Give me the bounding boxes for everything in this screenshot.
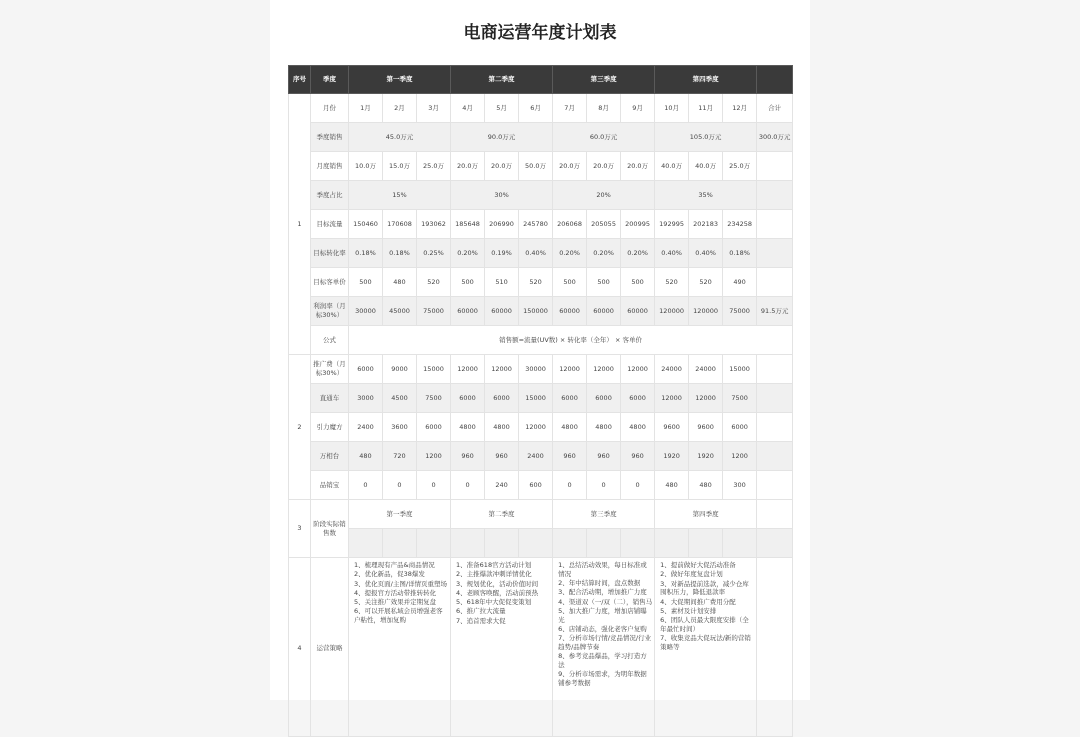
quarter-sales-cell: 105.0万元 (655, 123, 757, 152)
pinxiaobao-cell: 300 (723, 471, 757, 500)
wanxiangtai-label: 万相台 (311, 442, 349, 471)
direct-cell: 6000 (621, 384, 655, 413)
strategy-item: 6、店铺动态，强化老客户复购 (558, 624, 647, 633)
diamond-cell: 4800 (553, 413, 587, 442)
profit-label: 利润率（月标30%） (311, 297, 349, 326)
quarter-sales-label: 季度销售 (311, 123, 349, 152)
direct-cell: 7500 (417, 384, 451, 413)
profit-cell: 30000 (349, 297, 383, 326)
direct-cell: 12000 (689, 384, 723, 413)
row-conversion (289, 239, 793, 268)
strategy-item: 7、追首需求大促 (456, 616, 506, 625)
diamond-cell: 3600 (383, 413, 417, 442)
header-quarter: 季度 (311, 66, 349, 94)
pinxiaobao-cell: 480 (655, 471, 689, 500)
diamond-cell: 4800 (485, 413, 519, 442)
monthly-sales-cell: 10.0万 (349, 152, 383, 181)
empty-cell (757, 152, 793, 181)
strategy-q2 (451, 558, 553, 737)
month-cell: 10月 (655, 94, 689, 123)
strategy-item: 3、规划优化，活动价值时间 (456, 579, 539, 588)
empty-cell (757, 355, 793, 384)
aov-cell: 520 (519, 268, 553, 297)
wanxiangtai-cell: 1920 (655, 442, 689, 471)
conversion-cell: 0.18% (723, 239, 757, 268)
empty-cell (757, 442, 793, 471)
wanxiangtai-cell: 960 (553, 442, 587, 471)
aov-cell: 480 (383, 268, 417, 297)
ad-cell: 15000 (723, 355, 757, 384)
wanxiangtai-cell: 1200 (723, 442, 757, 471)
conversion-cell: 0.20% (621, 239, 655, 268)
strategy-q1 (349, 558, 451, 737)
diamond-cell: 2400 (349, 413, 383, 442)
header-q3: 第三季度 (553, 66, 655, 94)
diamond-cell: 4800 (621, 413, 655, 442)
quarter-sales-cell: 90.0万元 (451, 123, 553, 152)
ad-cell: 12000 (451, 355, 485, 384)
strategy-item: 8、参考竞品爆品，学习打造方法 (558, 652, 647, 669)
conversion-cell: 0.40% (655, 239, 689, 268)
month-cell: 8月 (587, 94, 621, 123)
ad-cell: 30000 (519, 355, 553, 384)
monthly-sales-label: 月度销售 (311, 152, 349, 181)
traffic-cell: 192995 (655, 210, 689, 239)
diamond-cell: 12000 (519, 413, 553, 442)
wanxiangtai-cell: 1920 (689, 442, 723, 471)
empty-cell (757, 413, 793, 442)
diamond-cell: 4800 (587, 413, 621, 442)
wanxiangtai-cell: 1200 (417, 442, 451, 471)
strategy-item: 3、对新品提前选款，减少仓库囤积压力，降低退款率 (660, 579, 749, 597)
quarter-sales-total: 300.0万元 (757, 123, 793, 152)
pinxiaobao-cell: 0 (349, 471, 383, 500)
ad-cell: 12000 (553, 355, 587, 384)
conversion-cell: 0.20% (451, 239, 485, 268)
pinxiaobao-cell: 480 (689, 471, 723, 500)
diamond-cell: 9600 (655, 413, 689, 442)
quarter-ratio-label: 季度占比 (311, 181, 349, 210)
row-strategy (289, 558, 793, 737)
table-header-row (289, 66, 793, 94)
direct-cell: 6000 (587, 384, 621, 413)
strategy-item: 1、总结活动效果，每日标准或情况 (558, 561, 647, 578)
direct-cell: 6000 (553, 384, 587, 413)
actual-sales-cell[interactable] (587, 529, 621, 558)
month-cell: 9月 (621, 94, 655, 123)
wanxiangtai-cell: 960 (451, 442, 485, 471)
empty-cell (757, 471, 793, 500)
row-quarter-sales (289, 123, 793, 152)
direct-cell: 15000 (519, 384, 553, 413)
ad-cell: 12000 (621, 355, 655, 384)
actual-sales-cell[interactable] (519, 529, 553, 558)
strategy-label: 运营策略 (311, 558, 349, 737)
direct-cell: 4500 (383, 384, 417, 413)
pinxiaobao-cell: 600 (519, 471, 553, 500)
profit-cell: 75000 (723, 297, 757, 326)
month-cell: 7月 (553, 94, 587, 123)
aov-cell: 520 (417, 268, 451, 297)
profit-cell: 60000 (587, 297, 621, 326)
month-cell: 6月 (519, 94, 553, 123)
strategy-q4 (655, 558, 757, 737)
ad-cell: 6000 (349, 355, 383, 384)
month-cell: 5月 (485, 94, 519, 123)
profit-cell: 60000 (485, 297, 519, 326)
conversion-cell: 0.18% (349, 239, 383, 268)
month-cell: 2月 (383, 94, 417, 123)
month-cell: 1月 (349, 94, 383, 123)
monthly-sales-cell: 20.0万 (621, 152, 655, 181)
ad-cell: 12000 (587, 355, 621, 384)
pinxiaobao-cell: 0 (383, 471, 417, 500)
strategy-item: 7、分析市场行情/竞品情况/行业趋势/品牌节奏 (558, 634, 652, 651)
strategy-item: 2、做好年度复盘计划 (660, 570, 723, 579)
formula-text: 销售额=流量(UV数) × 转化率（全年） × 客单价 (349, 326, 793, 355)
ad-cell: 9000 (383, 355, 417, 384)
strategy-item: 5、素材及计划安排 (660, 606, 717, 615)
strategy-q3 (553, 558, 655, 737)
quarter-sales-cell: 60.0万元 (553, 123, 655, 152)
ad-spend-label: 推广费（月标30%） (311, 355, 349, 384)
traffic-cell: 245780 (519, 210, 553, 239)
pinxiaobao-cell: 0 (621, 471, 655, 500)
wanxiangtai-cell: 960 (587, 442, 621, 471)
traffic-label: 目标流量 (311, 210, 349, 239)
direct-label: 直通车 (311, 384, 349, 413)
strategy-item: 4、提报官方活动带推转转化 (354, 588, 437, 597)
diamond-cell: 9600 (689, 413, 723, 442)
profit-cell: 120000 (655, 297, 689, 326)
aov-cell: 490 (723, 268, 757, 297)
ad-cell: 24000 (655, 355, 689, 384)
conversion-cell: 0.20% (587, 239, 621, 268)
strategy-item: 2、年中结算时间，盘点数据 (558, 579, 641, 588)
ad-cell: 15000 (417, 355, 451, 384)
profit-cell: 60000 (451, 297, 485, 326)
monthly-sales-cell: 50.0万 (519, 152, 553, 181)
quarter-sales-cell: 45.0万元 (349, 123, 451, 152)
direct-cell: 12000 (655, 384, 689, 413)
header-q2: 第二季度 (451, 66, 553, 94)
direct-cell: 6000 (485, 384, 519, 413)
section-4-index: 4 (289, 558, 311, 737)
profit-cell: 75000 (417, 297, 451, 326)
conversion-label: 目标转化率 (311, 239, 349, 268)
strategy-item: 6、推广拉大流量 (456, 607, 506, 616)
empty-cell (757, 181, 793, 210)
diamond-cell: 6000 (723, 413, 757, 442)
empty-cell (757, 239, 793, 268)
row-monthly-sales (289, 152, 793, 181)
profit-cell: 60000 (553, 297, 587, 326)
strategy-item: 5、618年中大促促变策划 (456, 598, 532, 607)
document-page (270, 0, 810, 700)
diamond-cell: 4800 (451, 413, 485, 442)
row-actual-sales-header (289, 500, 793, 529)
header-blank (757, 66, 793, 94)
row-traffic (289, 210, 793, 239)
row-ad-spend (289, 355, 793, 384)
ad-cell: 12000 (485, 355, 519, 384)
actual-sales-cell[interactable] (723, 529, 757, 558)
row-profit (289, 297, 793, 326)
strategy-item: 1、提前做好大促活动准备 (660, 561, 736, 569)
aov-cell: 500 (621, 268, 655, 297)
monthly-sales-cell: 40.0万 (655, 152, 689, 181)
aov-cell: 520 (689, 268, 723, 297)
month-cell: 12月 (723, 94, 757, 123)
traffic-cell: 185648 (451, 210, 485, 239)
conversion-cell: 0.25% (417, 239, 451, 268)
page-title: 电商运营年度计划表 (463, 23, 617, 43)
conversion-cell: 0.18% (383, 239, 417, 268)
strategy-item: 3、配合活动期，增加推广力度 (558, 588, 647, 597)
aov-cell: 500 (587, 268, 621, 297)
profit-total: 91.5万元 (757, 297, 793, 326)
quarter-ratio-cell: 15% (349, 181, 451, 210)
traffic-cell: 200995 (621, 210, 655, 239)
strategy-item: 2、主推爆款冲刺详情优化 (456, 570, 532, 579)
traffic-cell: 193062 (417, 210, 451, 239)
traffic-cell: 205055 (587, 210, 621, 239)
actual-quarter-header: 第三季度 (553, 500, 655, 529)
strategy-item: 3、优化页面/主图/详情页重塑场 (354, 579, 448, 588)
aov-cell: 500 (451, 268, 485, 297)
traffic-cell: 234258 (723, 210, 757, 239)
wanxiangtai-cell: 720 (383, 442, 417, 471)
row-formula (289, 326, 793, 355)
strategy-item: 6、团队人员最大限度安排（全年最忙时间） (660, 616, 749, 633)
aov-label: 目标客单价 (311, 268, 349, 297)
wanxiangtai-cell: 960 (485, 442, 519, 471)
profit-cell: 45000 (383, 297, 417, 326)
conversion-cell: 0.40% (689, 239, 723, 268)
direct-cell: 7500 (723, 384, 757, 413)
header-q1: 第一季度 (349, 66, 451, 94)
months-label: 月份 (311, 94, 349, 123)
actual-sales-cell[interactable] (451, 529, 485, 558)
monthly-sales-cell: 15.0万 (383, 152, 417, 181)
empty-cell (757, 384, 793, 413)
monthly-sales-cell: 25.0万 (417, 152, 451, 181)
pinxiaobao-cell: 0 (553, 471, 587, 500)
header-seq: 序号 (289, 66, 311, 94)
profit-cell: 150000 (519, 297, 553, 326)
row-quarter-ratio (289, 181, 793, 210)
quarter-ratio-cell: 30% (451, 181, 553, 210)
monthly-sales-cell: 20.0万 (553, 152, 587, 181)
monthly-sales-cell: 20.0万 (485, 152, 519, 181)
empty-cell (757, 529, 793, 558)
month-cell: 3月 (417, 94, 451, 123)
month-cell: 11月 (689, 94, 723, 123)
strategy-item: 4、大促期间推广费用分配 (660, 597, 736, 606)
strategy-item: 5、加大推广力度，增加店铺曝光 (558, 606, 647, 624)
actual-quarter-header: 第四季度 (655, 500, 757, 529)
pinxiaobao-label: 品销宝 (311, 471, 349, 500)
row-aov (289, 268, 793, 297)
monthly-sales-cell: 40.0万 (689, 152, 723, 181)
formula-label: 公式 (311, 326, 349, 355)
actual-sales-cell[interactable] (485, 529, 519, 558)
strategy-item: 5、关注推广效果并定期复盘 (354, 598, 437, 607)
traffic-cell: 202183 (689, 210, 723, 239)
diamond-cell: 6000 (417, 413, 451, 442)
diamond-label: 引力魔方 (311, 413, 349, 442)
strategy-item: 2、优化新品，促38爆发 (354, 570, 425, 579)
aov-cell: 520 (655, 268, 689, 297)
row-wanxiangtai (289, 442, 793, 471)
empty-cell (757, 210, 793, 239)
section-2-index: 2 (289, 355, 311, 500)
row-pinxiaobao (289, 471, 793, 500)
pinxiaobao-cell: 0 (587, 471, 621, 500)
strategy-item: 9、分析市场需求，为明年数据铺参考数据 (558, 670, 647, 687)
quarter-ratio-cell: 20% (553, 181, 655, 210)
pinxiaobao-cell: 0 (451, 471, 485, 500)
traffic-cell: 170608 (383, 210, 417, 239)
row-direct (289, 384, 793, 413)
section-3-index: 3 (289, 500, 311, 558)
strategy-item: 4、渠道双（一/双（二），销售马 (558, 597, 653, 606)
actual-sales-cell[interactable] (621, 529, 655, 558)
row-actual-sales-values (289, 529, 793, 558)
actual-sales-cell[interactable] (349, 529, 383, 558)
actual-sales-cell[interactable] (383, 529, 417, 558)
traffic-cell: 206990 (485, 210, 519, 239)
actual-sales-cell[interactable] (553, 529, 587, 558)
ad-cell: 24000 (689, 355, 723, 384)
actual-quarter-header: 第二季度 (451, 500, 553, 529)
pinxiaobao-cell: 0 (417, 471, 451, 500)
month-cell: 4月 (451, 94, 485, 123)
strategy-item: 1、准备618官方活动计划 (456, 561, 532, 569)
conversion-cell: 0.19% (485, 239, 519, 268)
quarter-ratio-cell: 35% (655, 181, 757, 210)
empty-cell (757, 500, 793, 529)
actual-quarter-header: 第一季度 (349, 500, 451, 529)
direct-cell: 6000 (451, 384, 485, 413)
monthly-sales-cell: 25.0万 (723, 152, 757, 181)
row-months (289, 94, 793, 123)
total-label: 合计 (757, 94, 793, 123)
actual-sales-cell[interactable] (655, 529, 689, 558)
traffic-cell: 206068 (553, 210, 587, 239)
wanxiangtai-cell: 2400 (519, 442, 553, 471)
aov-cell: 500 (553, 268, 587, 297)
strategy-item: 1、梳理现有产品&商品情况 (354, 561, 435, 569)
strategy-item: 7、收集竞品大促玩法/新的营销策略等 (660, 634, 751, 651)
row-diamond (289, 413, 793, 442)
traffic-cell: 150460 (349, 210, 383, 239)
conversion-cell: 0.40% (519, 239, 553, 268)
empty-cell (757, 268, 793, 297)
strategy-item: 6、可以开展私域会员增强老客户粘性，增加复购 (354, 607, 443, 625)
strategy-item: 4、老顾客唤醒，活动前预热 (456, 588, 539, 597)
aov-cell: 510 (485, 268, 519, 297)
direct-cell: 3000 (349, 384, 383, 413)
actual-sales-label: 阶段实际销售数 (311, 500, 349, 558)
section-1-index: 1 (289, 94, 311, 355)
actual-sales-cell[interactable] (689, 529, 723, 558)
profit-cell: 120000 (689, 297, 723, 326)
conversion-cell: 0.20% (553, 239, 587, 268)
actual-sales-cell[interactable] (417, 529, 451, 558)
aov-cell: 500 (349, 268, 383, 297)
header-q4: 第四季度 (655, 66, 757, 94)
profit-cell: 60000 (621, 297, 655, 326)
pinxiaobao-cell: 240 (485, 471, 519, 500)
empty-cell (757, 558, 793, 737)
plan-table (288, 65, 793, 737)
monthly-sales-cell: 20.0万 (451, 152, 485, 181)
wanxiangtai-cell: 960 (621, 442, 655, 471)
wanxiangtai-cell: 480 (349, 442, 383, 471)
monthly-sales-cell: 20.0万 (587, 152, 621, 181)
